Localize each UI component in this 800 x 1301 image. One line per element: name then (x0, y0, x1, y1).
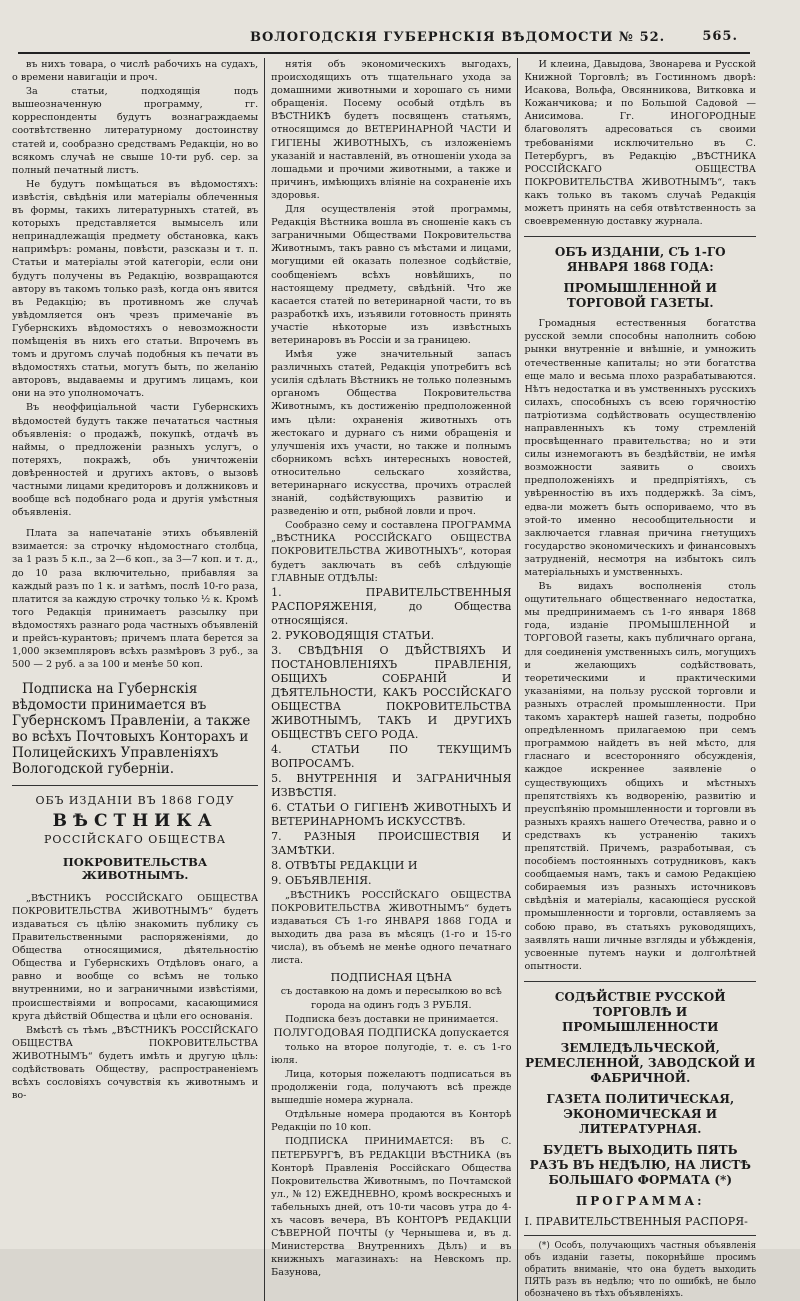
col1-paragraph: Не будутъ помѣщаться въ вѣдомостяхъ: извѣстія, свѣдѣнія или матеріалы облеченныя въ формы, такихъ литературныхъ статей, въ которыхъ представляется вымыселъ или непринадлежащія предмету обстановка, какъ напримѣръ: романы, повѣсти, разсказы и т. п. Статьи и матеріалы этой категоріи, если они будутъ получены въ Редакцію, возвращаются автору въ такомъ только разѣ, когда онъ явится въ Редакцію; въ противномъ же случаѣ увѣдомляется онъ чрезъ примечаніе въ Губернскихъ вѣдомостяхъ о невозможности помѣщенія въ нихъ его статьи. Впрочемъ въ томъ и другомъ случаѣ подобныя къ печати въ вѣдомостяхъ статьи, могутъ быть, по желанію авторовъ, выдаваемы и другимъ лицамъ, кои они на это уполномочатъ. (12, 178, 259, 400)
col1-paragraph: За статьи, подходящія подъ вышеозначенную программу, гг. корреспонденты будутъ вознаграждаемы соотвѣтственно литературному достоинству статей и, сообразно средствамъ Редакціи, но во всякомъ случаѣ не свыше 10-ти руб. сер. за полный печатный листъ. (12, 86, 259, 176)
divider (524, 981, 756, 982)
program-item: 4. СТАТЬИ ПО ТЕКУЩИМЪ ВОПРОСАМЪ. (271, 742, 512, 770)
vestnik-subtitle: РОССІЙСКАГО ОБЩЕСТВА (44, 832, 227, 846)
vestnik-subtitle: ПОКРОВИТЕЛЬСТВА ЖИВОТНЫМЪ. (62, 854, 208, 882)
half-year-heading: ПОЛУГОДОВАЯ ПОДПИСКА допускается (273, 1026, 510, 1039)
subscription-notice: Подписка на Губернскія вѣдомости принимается въ Губернскомъ Правленіи, а также во всѣхъ Почтовыхъ Конторахъ и Полицейскихъ Управленіяхъ Вологодской губерніи. (12, 681, 251, 778)
program-item: I. ПРАВИТЕЛЬСТВЕННЫЯ РАСПОРЯ- (524, 1214, 748, 1228)
vestnik-title: ВѢСТНИКА (52, 811, 218, 832)
col2-paragraph: Сообразно сему и составлена ПРОГРАММА „ВѢСТНИКА РОССІЙСКАГО ОБЩЕСТВА ПОКРОВИТЕЛЬСТВА ЖИВОТНЫХЪ“, которая будетъ заключать въ себѣ слѣдующіе ГЛАВНЫЕ ОТДѢЛЫ: (271, 520, 512, 584)
newspaper-title: ВОЛОГОДСКІЯ ГУБЕРНСКІЯ ВѢДОМОСТИ № 52. (250, 30, 666, 45)
gazette-heading: ЗЕМЛЕДѢЛЬЧЕСКОЙ, РЕМЕСЛЕННОЙ, ЗАВОДСКОЙ И ФАБРИЧНОЙ. (525, 1040, 756, 1085)
col2-paragraph: Лица, которыя пожелаютъ подписаться въ продолженіи года, получаютъ всѣ прежде вышедшіе номера журнала. (271, 1068, 512, 1107)
col1-paragraph: Плата за напечатаніе этихъ объявленій взимается: за строчку нѣдомостнаго столбца, за 1 разъ 5 к.п., за 2—6 коп., за 3—7 коп. и т. д., до 10 раза включительно, прибавляя за каждый разъ по 1 к. и затѣмъ, послѣ 10-го раза, платится за каждую строчку только ½ к. Кромѣ того Редакція принимаетъ разсылку при вѣдомостяхъ разнаго рода частныхъ объявленій и прейсъ-курантовъ; причемъ плата берется за 1,000 экземпляровъ всѣхъ размѣровъ 3 руб., за 500 — 2 руб. а за 100 и менѣе 50 коп. (12, 528, 259, 671)
col2-paragraph: ПОДПИСКА ПРИНИМАЕТСЯ: ВЪ С. ПЕТЕРБУРГѢ, ВЪ РЕДАКЦІИ ВѢСТНИКА (въ Конторѣ Правленія Россійскаго Общества Покровительства Животнымъ, по Почтамской ул., № 12) ЕЖЕДНЕВНО, кромѣ воскресныхъ и табельныхъ дней, отъ 10-ти часовъ утра до 4-хъ часовъ вечера, ВЪ КОНТОРѢ РЕДАКЦІИ СѢВЕРНОЙ ПОЧТЫ (у Чернышева и, въ д. Министерства Внутреннихъ Дѣлъ) и въ книжныхъ магазинахъ: на Невскомъ пр. Базунова, (271, 1136, 512, 1279)
col1-paragraph: Въ неоффиціальной части Губернскихъ вѣдомостей будутъ также печататься частныя объявленія: о продажѣ, покупкѣ, отдачѣ въ наймы, о предложеніи разныхъ услугъ, о потеряхъ, покражѣ, объ уничтоженіи довѣренностей и другихъ актовъ, о вызовѣ частными лицами кредиторовъ и должниковъ и вообще всѣ подобнаго рода и другія умѣстныя объявленія. (12, 402, 259, 519)
col2-paragraph: „ВѢСТНИКЪ РОССІЙСКАГО ОБЩЕСТВА ПОКРОВИТЕЛЬСТВА ЖИВОТНЫМЪ“ будетъ издаваться СЪ 1-го ЯНВАРЯ 1868 ГОДА и выходить два раза въ мѣсяцъ (1-го и 15-го числа), въ объемѣ не менѣе одного печатнаго листа. (271, 889, 512, 967)
column-2 (264, 58, 511, 1301)
edition-heading: ОБЪ ИЗДАНІИ ВЪ 1868 ГОДУ (35, 794, 235, 808)
footnote: (*) Особъ, получающихъ частныя объявленія объ изданіи газеты, покорнѣйше просимъ обратить вниманіе, что она будетъ выходить ПЯТЬ разъ въ недѣлю; что по ошибкѣ, не было обозначено въ тѣхъ объявленіяхъ. (524, 1240, 756, 1299)
program-item: 6. СТАТЬИ О ГИГІЕНѢ ЖИВОТНЫХЪ И ВЕТЕРИНАРНОМЪ ИСКУССТВѢ. (271, 800, 512, 828)
page-header (12, 16, 756, 45)
program-item: 1. ПРАВИТЕЛЬСТВЕННЫЯ РАСПОРЯЖЕНІЯ, до Общества относящіяся. (271, 585, 512, 627)
divider (524, 236, 756, 237)
col3-paragraph: И клеина, Давыдова, Звонарева и Русской Книжной Торговлѣ; въ Гостинномъ дворѣ: Исакова, Вольфа, Овсянникова, Витковка и Кожанчикова; и по Большой Садовой — Анисимова. Гг. ИНОГОРОДНЫЕ благоволятъ адресоваться съ своими требованіями исключительно въ С. Петербургъ, въ Редакцію „ВѢСТНИКА РОССІЙСКАГО ОБЩЕСТВА ПОКРОВИТЕЛЬСТВА ЖИВОТНЫМЪ“, такъ какъ только въ такомъ случаѣ Редакція можетъ принять на себя отвѣтственность за своевременную доставку журнала. (524, 59, 756, 228)
col1-paragraph: Вмѣстѣ съ тѣмъ „ВѢСТНИКЪ РОССІЙСКАГО ОБЩЕСТВА ПОКРОВИТЕЛЬСТВА ЖИВОТНЫМЪ“ будетъ имѣть и другую цѣль: содѣйствовать Обществу, распространеніемъ всѣхъ сословіяхъ сочувствія къ животнымъ и во- (12, 1024, 259, 1102)
col2-paragraph: Отдѣльные номера продаются въ Конторѣ Редакціи по 10 коп. (271, 1109, 512, 1134)
divider (524, 1235, 756, 1236)
col2-paragraph: Имѣя уже значительный запасъ различныхъ статей, Редакція употребитъ всѣ усилія сдѣлать Вѣстникъ не только полезнымъ органомъ Общества Покровительства Животнымъ, къ достиженію предположенной имъ цѣли: охраненія животныхъ отъ жестокаго и дурнаго съ ними обращенія и улучшенія ихъ участи, но также и полнымъ сборникомъ всѣхъ интересныхъ новостей, относительно сельскаго хозяйства, ветеринарнаго искусства, прочихъ отраслей знаній, содѣйствующихъ развитію и разведенію и отп, рыбной ловли и проч. (271, 349, 512, 518)
program-item: 2. РУКОВОДЯЩІЯ СТАТЬИ. (271, 628, 435, 642)
program-item: 7. РАЗНЫЯ ПРОИСШЕСТВІЯ И ЗАМѢТКИ. (271, 829, 512, 857)
column-1 (12, 58, 258, 1301)
gazette-heading: ГАЗЕТА ПОЛИТИЧЕСКАЯ, ЭКОНОМИЧЕСКАЯ И ЛИТЕРАТУРНАЯ. (546, 1091, 735, 1136)
price-note: Подписка безъ доставки не принимается. (285, 1013, 499, 1025)
divider (12, 785, 258, 786)
program-item: 8. ОТВѢТЫ РЕДАКЦІИ И (271, 858, 418, 872)
col2-paragraph: нятія объ экономическихъ выгодахъ, происходящихъ отъ тщательнаго ухода за домашними животными и хорошаго съ ними обращенія. Посему особый отдѣлъ въ ВѢСТНИКѢ будетъ посвященъ статьямъ, относящимся до ВЕТЕРИНАРНОЙ ЧАСТИ И ГИГІЕНЫ ЖИВОТНЫХЪ, съ изложеніемъ указаній и наставленій, въ отношеніи ухода за лошадьми и прочими животными, а также и причинъ, имѣющихъ вліяніе на сохраненіе ихъ здоровья. (271, 59, 512, 201)
half-year-text: только на второе полугодіе, т. е. съ 1-го іюля. (271, 1041, 512, 1066)
price-text: съ доставкою на домъ и пересылкою во всѣ города на одинъ годъ 3 РУБЛЯ. (280, 986, 502, 1011)
program-item: 9. ОБЪЯВЛЕНІЯ. (271, 873, 372, 887)
gazette-edition-heading: ОБЪ ИЗДАНІИ, СЪ 1-ГО ЯНВАРЯ 1868 ГОДА: (554, 245, 726, 275)
col1-paragraph: въ нихъ товара, о числѣ рабочихъ на судахъ, о времени навигаціи и проч. (12, 59, 259, 84)
program-heading: ПРОГРАММА: (575, 1193, 705, 1208)
gazette-title: ПРОМЫШЛЕННОЙ И ТОРГОВОЙ ГАЗЕТЫ. (563, 281, 717, 311)
col3-paragraph: Громадныя естественныя богатства русской земли способны наполнить собою рынки внутренніе и внѣшніе, и умножить отечественные капиталы; но эти богатства еще мало и весьма плохо разрабатываются. Нѣтъ недостатка и въ умственныхъ русскихъ силахъ, способныхъ съ всею горячностію патріотизма содѣйствовать осуществленію направленныхъ къ тому стремленій просвѣщеннаго правительства; но и эти силы изнемогаютъ въ бездѣйствіи, не имѣя возможности заявить о своихъ предположеніяхъ и предпріятіяхъ, съ увѣренностію въ ихъ поддержкѣ. За сімъ, едва-ли можетъ быть оспориваемо, что въ этой-то именно несообщительности и заключается главная причина гнетущихъ государство экономическихъ и финансовыхъ затрудненій, несмотря на избытокъ силъ матеріальныхъ и умственныхъ. (524, 318, 756, 578)
page-number: 565. (702, 29, 738, 44)
columns (12, 58, 756, 1301)
header-rule (18, 52, 750, 54)
program-item: 5. ВНУТРЕННІЯ И ЗАГРАНИЧНЫЯ ИЗВѢСТІЯ. (271, 771, 512, 799)
price-heading: ПОДПИСНАЯ ЦѢНА (330, 971, 452, 985)
col2-paragraph: Для осуществленія этой программы, Редакція Вѣстника вошла въ сношеніе какъ съ заграничными Обществами Покровительства Животнымъ, такъ равно съ мѣстами и лицами, могущими ей оказать полезное содѣйствіе, сообщеніемъ всѣхъ новѣйшихъ, по настоящему предмету, свѣдѣній. Что же касается статей по ветеринарной части, то въ разработкѣ ихъ, изъявили готовность принять участіе нѣкоторые изъ извѣстныхъ ветеринаровъ въ Россіи и за границею. (271, 204, 512, 346)
program-item: 3. СВѢДѢНІЯ О ДѢЙСТВІЯХЪ И ПОСТАНОВЛЕНІЯХЪ ПРАВЛЕНІЯ, ОБЩИХЪ СОБРАНІЙ И ДѢЯТЕЛЬНОСТИ, КАКЪ РОССІЙСКАГО ОБЩЕСТВА ПОКРОВИТЕЛЬСТВА ЖИВОТНЫМЪ, ТАКЪ И ДРУГИХЪ ОБЩЕСТВЪ СЕГО РОДА. (271, 643, 512, 741)
gazette-heading: СОДѢЙСТВІЕ РУССКОЙ ТОРГОВЛѢ И ПРОМЫШЛЕННОСТИ (554, 989, 726, 1034)
col1-paragraph: „ВѢСТНИКЪ РОССІЙСКАГО ОБЩЕСТВА ПОКРОВИТЕЛЬСТВА ЖИВОТНЫМЪ“ будетъ издаваться съ цѣлію знакомить публику съ Правительственными распоряженіями, до Общества относящимися, дѣятельностію Общества и Губернскихъ Отдѣловъ онаго, а равно и вообще со всѣмъ не только внутренними, но и заграничными извѣстіями, происшествіями и вопросами, касающимися круга дѣйствій Общества и цѣли его основанія. (12, 892, 259, 1022)
col3-paragraph: Въ видахъ восполненія столь ощутительнаго общественнаго недостатка, мы предпринимаемъ съ 1-го января 1868 года, изданіе ПРОМЫШЛЕННОЙ и ТОРГОВОЙ газеты, какъ публичнаго органа, для соединенія умственныхъ силъ, могущихъ и желающихъ содѣйствовать, теоретическими и практическими указаніями, на пользу русской торговли и разныхъ отраслей промышленности. При такомъ характерѣ нашей газеты, подробно опредѣленномъ прилагаемою при семъ программою найдетъ въ ней мѣсто, для гласнаго и всесторонняго обсужденія, каждое искреннее заявленіе о существующихъ общихъ и мѣстныхъ препятствіяхъ къ водворенію, развитію и преуспѣянію промышленности и торговли въ разныхъ краяхъ нашего Отечества, равно и о средствахъ къ устраненію такихъ препятствій. Причемъ, разработывая, съ пособіемъ постоянныхъ сотрудниковъ, какъ сообщаемыя намъ, такъ и самою Редакціею собираемыя изъ разныхъ источниковъ свѣдѣнія и матеріалы, касающіеся русской промышленности и торговли, оставляемъ за собою право, въ статьяхъ руководящихъ, заявлять наши личные взгляды и убѣжденія, усвоенные путемъ науки и долголѣтней опытности. (524, 581, 756, 972)
gazette-heading: БУДЕТЪ ВЫХОДИТЬ ПЯТЬ РАЗЪ ВЪ НЕДѢЛЮ, НА ЛИСТѢ БОЛЬШАГО ФОРМАТА (*) (529, 1142, 751, 1187)
column-3 (517, 58, 756, 1301)
